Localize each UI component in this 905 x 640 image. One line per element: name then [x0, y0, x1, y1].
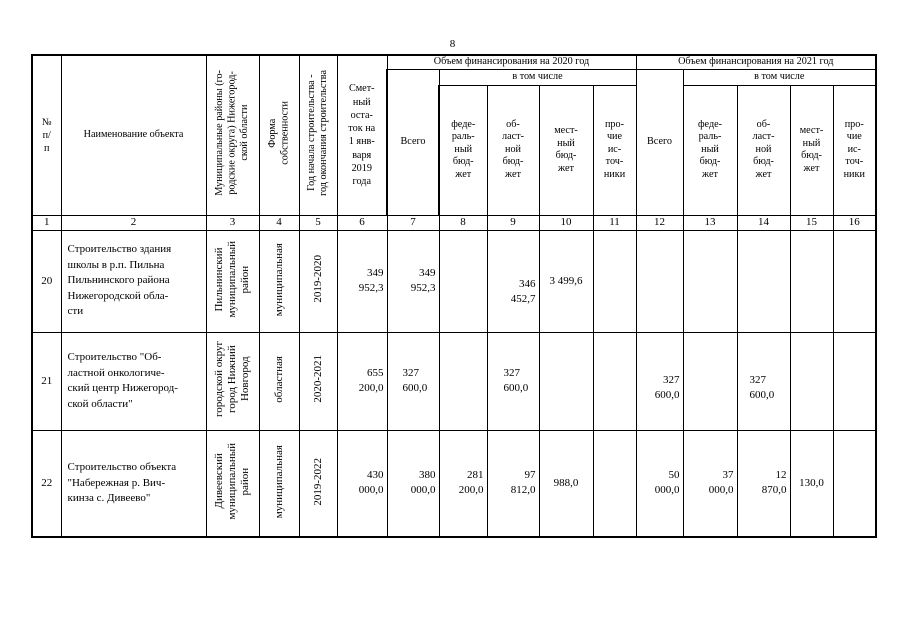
municipal-district: Пильнинский муниципальный район [206, 230, 259, 332]
municipal-district: городской округ город Нижний Новгород [206, 332, 259, 430]
header-including-2020: в том числе [439, 69, 636, 85]
other-2020 [593, 430, 636, 537]
total-2021: 327 600,0 [636, 332, 683, 430]
column-number: 1 [32, 215, 61, 230]
object-name: Строительство "Об- ластной онкологиче- ский центр Нижегород- ской области" [61, 332, 206, 430]
local-2020: 3 499,6 [539, 230, 593, 332]
header-local-2020: мест- ный бюд- жет [539, 85, 593, 215]
construction-years: 2020-2021 [299, 332, 337, 430]
column-number-row [32, 215, 876, 230]
column-number: 10 [539, 215, 593, 230]
column-number: 11 [593, 215, 636, 230]
ownership-form: областная [259, 332, 299, 430]
local-2020: 988,0 [539, 430, 593, 537]
header-regional-2021: об- ласт- ной бюд- жет [737, 85, 790, 215]
header-total-2021: Всего [636, 69, 683, 215]
table-row [32, 430, 876, 537]
estimated-balance: 430 000,0 [337, 430, 387, 537]
header-federal-2021: феде- раль- ный бюд- жет [683, 85, 737, 215]
column-number: 14 [737, 215, 790, 230]
regional-2020: 97 812,0 [487, 430, 539, 537]
regional-2021: 12 870,0 [737, 430, 790, 537]
construction-years: 2019-2022 [299, 430, 337, 537]
estimated-balance: 349 952,3 [337, 230, 387, 332]
header-including-2021: в том числе [683, 69, 876, 85]
column-number: 7 [387, 215, 439, 230]
total-2020: 349 952,3 [387, 230, 439, 332]
header-name: Наименование объекта [61, 55, 206, 215]
other-2021 [833, 230, 876, 332]
header-other-2020: про- чие ис- точ- ники [593, 85, 636, 215]
other-2021 [833, 430, 876, 537]
total-2020: 327 600,0 [387, 332, 439, 430]
header-funding-2021: Объем финансирования на 2021 год [636, 55, 876, 69]
object-name: Строительство объекта "Набережная р. Вич- кинза с. Дивеево" [61, 430, 206, 537]
column-number: 15 [790, 215, 833, 230]
regional-2020: 346 452,7 [487, 230, 539, 332]
row-number: 20 [32, 230, 61, 332]
header-local-2021: мест- ный бюд- жет [790, 85, 833, 215]
column-number: 8 [439, 215, 487, 230]
header-years: Год начала строительства - год окончания строительства [299, 55, 337, 215]
header-municipal: Муниципальные районы (го- родские округа) Нижегород- ской области [206, 55, 259, 215]
header-total-2020: Всего [387, 69, 439, 215]
column-number: 5 [299, 215, 337, 230]
ownership-form: муниципальная [259, 430, 299, 537]
page-number: 8 [449, 38, 456, 50]
header-ownership: Форма собственности [259, 55, 299, 215]
local-2020 [539, 332, 593, 430]
table-row [32, 230, 876, 332]
municipal-district: Дивеевский муниципальный район [206, 430, 259, 537]
regional-2020: 327 600,0 [487, 332, 539, 430]
total-2021 [636, 230, 683, 332]
header-num: № п/ п [32, 55, 61, 215]
other-2020 [593, 230, 636, 332]
financing-table [31, 54, 877, 538]
federal-2020 [439, 332, 487, 430]
local-2021 [790, 230, 833, 332]
row-number: 22 [32, 430, 61, 537]
other-2020 [593, 332, 636, 430]
total-2021: 50 000,0 [636, 430, 683, 537]
column-number: 2 [61, 215, 206, 230]
other-2021 [833, 332, 876, 430]
federal-2020: 281 200,0 [439, 430, 487, 537]
column-number: 16 [833, 215, 876, 230]
regional-2021 [737, 230, 790, 332]
header-funding-2020: Объем финансирования на 2020 год [387, 55, 636, 69]
local-2021 [790, 332, 833, 430]
header-balance: Смет- ный оста- ток на 1 янв- варя 2019 года [337, 55, 387, 215]
column-number: 3 [206, 215, 259, 230]
column-number: 12 [636, 215, 683, 230]
object-name: Строительство здания школы в р.п. Пильна Пильнинского района Нижегородской обла- сти [61, 230, 206, 332]
federal-2021: 37 000,0 [683, 430, 737, 537]
table-row [32, 332, 876, 430]
local-2021: 130,0 [790, 430, 833, 537]
total-2020: 380 000,0 [387, 430, 439, 537]
header-other-2021: про- чие ис- точ- ники [833, 85, 876, 215]
estimated-balance: 655 200,0 [337, 332, 387, 430]
column-number: 13 [683, 215, 737, 230]
row-number: 21 [32, 332, 61, 430]
header-federal-2020: феде- раль- ный бюд- жет [439, 85, 487, 215]
federal-2021 [683, 230, 737, 332]
federal-2021 [683, 332, 737, 430]
header-regional-2020: об- ласт- ной бюд- жет [487, 85, 539, 215]
federal-2020 [439, 230, 487, 332]
ownership-form: муниципальная [259, 230, 299, 332]
construction-years: 2019-2020 [299, 230, 337, 332]
regional-2021: 327 600,0 [737, 332, 790, 430]
column-number: 9 [487, 215, 539, 230]
column-number: 6 [337, 215, 387, 230]
column-number: 4 [259, 215, 299, 230]
